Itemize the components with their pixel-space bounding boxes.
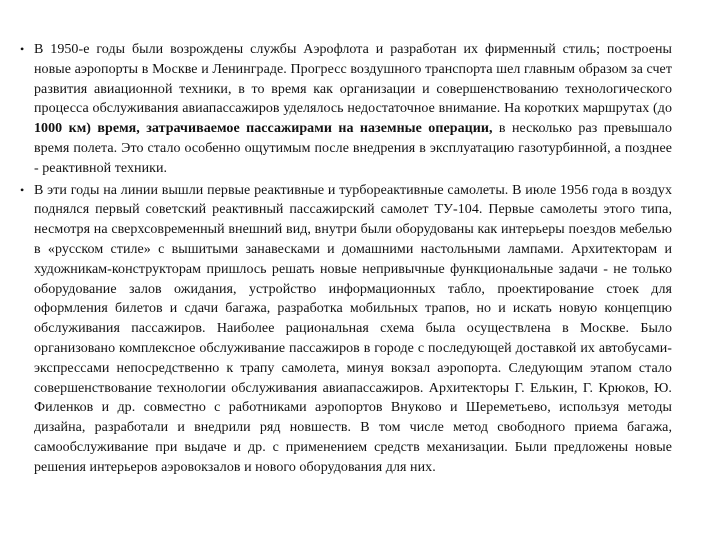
bullet-text-bold: 1000 км) время, затрачиваемое пассажирами на наземные операции, bbox=[34, 121, 493, 137]
bullet-text bbox=[34, 40, 672, 179]
bullet-list bbox=[0, 40, 720, 480]
bullet-text-part: в несколько раз превышало время полета. Это стало особенно ощутимым после внедрения в эксплуатацию газотурбинной, а позднее - реактивной техники. bbox=[34, 121, 672, 176]
bullet-marker: • bbox=[20, 42, 25, 56]
bullet-text-part: В 1950-е годы были возрождены службы Аэрофлота и разработан их фирменный стиль; построены новые аэропорты в Москве и Ленинграде. Прогресс воздушного транспорта шел главным образом за счет развития авиационной техники, в то время как организации и совершенствованию технологического процесса обслуживания авиапассажиров уделялось недостаточное внимание. На коротких маршрутах (до bbox=[34, 42, 672, 117]
bullet-item-1950s bbox=[0, 40, 720, 179]
bullet-marker: • bbox=[20, 182, 25, 197]
bullet-text: В эти годы на линии вышли первые реактивные и турбореактивные самолеты. В июле 1956 года в воздух поднялся первый советский реактивный пассажирский самолет ТУ-104. Первые самолеты этого типа, несмотря на сверхсовременный внешний вид, внутри были оборудованы как интерьеры поездов мебелью в «русском стиле» с вышитыми занавесками и домашними настольными лампами. Архитекторам и художникам-конструкторам пришлось решать новые непривычные функциональные задачи - не только оборудование залов ожидания, устройство информационных табло, проектирование стоек для оформления билетов и сдачи багажа, разработка мобильных трапов, но и искать новую концепцию обслуживания пассажиров. Наиболее рациональная схема была осуществлена в Москве. Было организовано комплексное обслуживание пассажиров в городе с последующей доставкой их автобусами-экспрессами непосредственно к трапу самолета, минуя вокзал аэропорта. Следующим этапом стало совершенствование технологии обслуживания авиапассажиров. Архитекторы Г. Елькин, Г. Крюков, Ю. Филенков и др. совместно с работниками аэропортов Внуково и Шереметьево, используя методы дизайна, разработали и внедрили ряд новшеств. В том числе метод свободного приема багажа, самообслуживание при выдаче и др. с применением средств механизации. Были предложены новые решения интерьеров аэровокзалов и нового оборудования для них. bbox=[34, 182, 672, 475]
bullet-item-jet-era bbox=[0, 181, 720, 478]
